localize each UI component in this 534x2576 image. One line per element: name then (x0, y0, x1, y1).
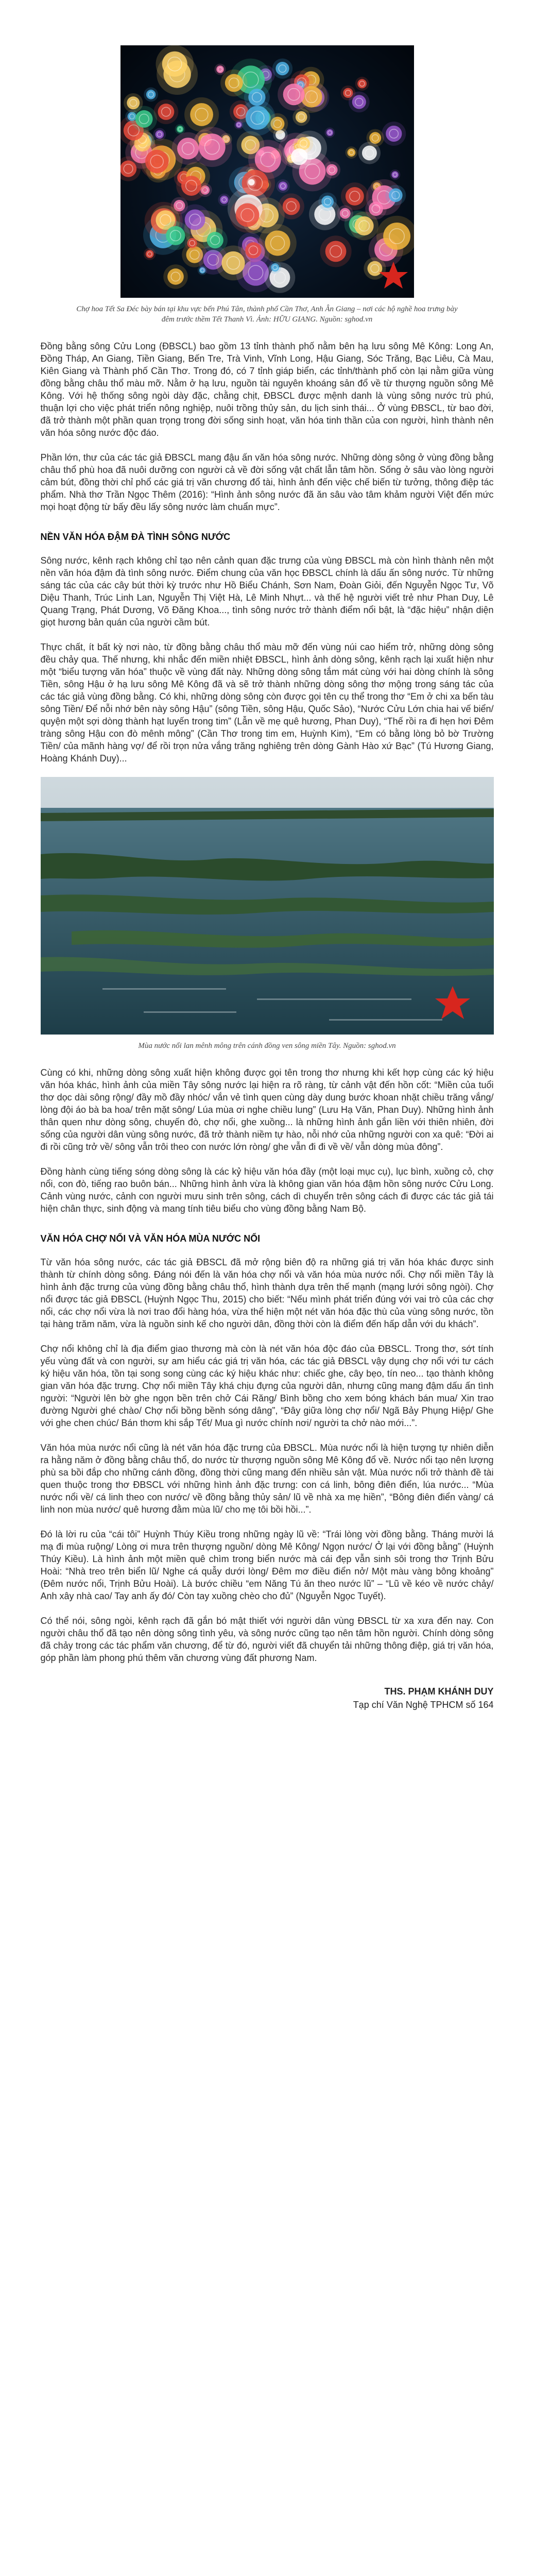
lantern (389, 170, 400, 180)
lantern (320, 235, 351, 267)
lantern (276, 179, 289, 193)
paragraph-d1: Từ văn hóa sông nước, các tác giả ĐBSCL đã mở rộng biên độ ra những giá trị văn hóa khác được sinh thành từ chính dòng sông. Đáng nói đến là văn hóa chợ nổi và văn hóa mùa nước nổi. Chợ nổi miền Tây là hình ảnh đặc trưng của vùng đồng bằng châu thổ, hình thành dựa trên thế mạnh (mạng lưới sông ngòi). Chợ nổi được tác giả ĐBSCL (Huỳnh Ngọc Thu, 2015) cho biết: “Nếu mình phát triển đúng với vai trò của các chợ nổi, các chợ nổi vừa là nơi trao đổi hàng hóa, vừa thể hiện một nét văn hóa đặc thù của vùng sông nước, tồn tại hàng trăm năm, vừa là nguồn sinh kế cho người dân, đồng thời còn là điểm đến hấp dẫn với du khách”. (40, 1257, 494, 1329)
article-body-a (41, 340, 494, 765)
lantern (278, 193, 304, 219)
lantern (324, 127, 335, 138)
paragraph-a1: Đồng bằng sông Cửu Long (ĐBSCL) bao gồm 13 tỉnh thành phố nằm bên hạ lưu sông Mê Kông: Long An, Đồng Tháp, An Giang, Tiền Giang, Bến Tre, Trà Vinh, Vĩnh Long, Hậu Giang, Sóc Trăng, Bạc Liêu, Cà Mau, Kiên Giang và Thành phố Cần Thơ. Trong đó, có 7 tỉnh giáp biển, các tỉnh/thành phố còn lại nằm giữa vùng đồng bằng châu thổ màu mỡ. Nằm ở hạ lưu, nguồn tài nguyên khoáng sản đổ về từ thượng nguồn sông Mê Kông. Với hệ thống sông ngòi dày đặc, chằng chịt, ĐBSCL được mệnh danh là vùng sông nước trù phú, thuận lợi cho việc phát triển nông nghiệp, nuôi trồng thủy sản, du lịch sinh thái... Ở vùng ĐBSCL, từ bao đời, đã trở thành một phần quan trọng trong đời sống sinh hoạt, văn hóa tinh thần của con người, hình thành nên văn hóa sông nước độc đáo. (40, 341, 494, 438)
lantern (144, 88, 158, 102)
lantern (337, 205, 353, 221)
lantern (358, 142, 380, 164)
lantern (202, 228, 227, 252)
article-body-b (41, 1066, 494, 1664)
lantern (220, 70, 247, 96)
author-name: THS. PHẠM KHÁNH DUY (384, 1686, 494, 1697)
lantern (156, 45, 194, 83)
lantern (139, 144, 174, 179)
middle-photo (41, 777, 494, 1035)
paragraph-d3: Văn hóa mùa nước nổi cũng là nét văn hóa đặc trưng của ĐBSCL. Mùa nước nổi là hiện tượng tự nhiên diễn ra hằng năm ở đồng bằng châu thổ, do nước từ thượng nguồn sông Mê Kông đổ về. Nước nổi tạo nên lượng phù sa bồi đắp cho những cánh đồng, đồng thời cũng mang đến nhiều sản vật. Mùa nước nổi trở thành đề tài quen thuộc trong thơ ĐBSCL với những hình ảnh đặc trưng: con cá linh, bông điên điển, lúa nước... “Mùa nước nổi về/ cá linh theo con nước/ về đồng bằng thủy sản/ lũ về nhà xa mẹ hiền”, “Bông điên điển vàng/ cá linh non mùa nước/ quê hương đằm mùa lũ/ cho mẹ tôi bồi hồi...”. (40, 1443, 494, 1515)
lantern (272, 58, 292, 78)
lantern (385, 185, 406, 206)
paragraph-a2: Phần lớn, thư của các tác giả ĐBSCL mang đậu ấn văn hóa sông nước. Những dòng sông ở vùng đồng bằng châu thổ phù hoa đã nuôi dưỡng con người cả về đời sống vật chất lẫn tâm hồn. Sống ở sâu vào lòng người cảm bút, đồng thời chỉ phổ các giá trị văn chương đổ tài, hình ảnh đến việc chế biến từ tưởng, thông điệp tác phẩm. Nhà thơ Trần Ngọc Thêm (2016): “Hình ảnh sông nước đã ăn sâu vào tâm khảm người Việt đến mức mọi hoạt động từ bấy đều lấy sông nước làm chuẩn mực”. (40, 452, 494, 512)
lantern (365, 198, 387, 219)
closing-paragraph: Có thể nói, sông ngòi, kênh rạch đã gắn bó mật thiết với người dân vùng ĐBSCL từ xa xưa đến nay. Con người châu thổ đã tạo nên dòng sông tình yêu, và sông nước cũng tạo nên tâm hồn người. Chính dòng sông đã chảy trong các tác phẩm văn chương, để từ đó, người viết đã chuyển tải những thông điệp, giá trị văn hóa, góp phần làm phong phú thêm văn chương vùng đất phương Nam. (40, 1616, 494, 1663)
paragraph-b1: Sông nước, kênh rạch không chỉ tạo nên cảnh quan đặc trưng của vùng ĐBSCL mà còn hình thành nên một nền văn hóa đậm đà tình sông nước. Điểm chung của văn học ĐBSCL chính là dấu ấn sông nước. Từ những sáng tác của các cây bút thời kỳ trước như Hồ Biểu Chánh, Sơn Nam, Đoàn Giỏi, đến Nguyễn Ngọc Tư, Võ Diệu Thanh, Trúc Linh Lan, Nguyễn Thị Việt Hà, Lê Minh Nhựt... và thế hệ người viết trẻ như Phan Duy, Lê Quang Trạng, Phát Dương, Võ Đăng Khoa..., tình sông nước trở thành điểm nổi bật, là “đặc hiệu” nhận diện giọt hương bản quán của người cầm bút. (40, 555, 494, 628)
flood-photo-graphic (41, 777, 494, 1035)
lantern (269, 261, 281, 274)
lantern (287, 144, 312, 169)
lantern (230, 197, 265, 233)
lantern (234, 120, 243, 129)
middle-photo-caption: Mùa nước nổi lan mênh mông trên cánh đồng ven sông miền Tây. Nguồn: sghod.vn (138, 1042, 396, 1050)
lantern (345, 146, 357, 159)
lantern (241, 238, 265, 262)
lantern (239, 100, 275, 136)
lantern (153, 128, 166, 141)
paragraph-d4: Đó là lời ru của “cái tôi” Huỳnh Thúy Kiều trong những ngày lũ về: “Trái lòng vời đồng bằng. Tháng mười lá mạ đi mùa ruộng/ Lòng ơi mưa trên thượng nguồn/ dòng Mê Kông/ Ngọn nước/ Ở lại với đồng bằng” (Huỳnh Thúy Kiều). Là hình ảnh một miền quê chìm trong biển nước mà cái đẹp vẫn sinh sôi trong thơ Trịnh Bửu Hoài: “Nhà treo trên biển lũ/ Nghe cá quẫy dưới lòng/ Đêm mơ điều điển nở/ Một màu vàng bông khoảng” (Đêm nước nổi, Trịnh Bửu Hoài). Là bước chiều “em Năng Tú ăn theo nước lũ” – “Lũ về kéo về nước chảy/ Anh xây nhà cao/ Tay anh ấy đó/ Còn tay xuồng chèo cho đủ” (Nguyễn Ngọc Tuyết). (40, 1529, 494, 1601)
paragraph-c1: Cùng có khi, những dòng sông xuất hiện không được gọi tên trong thơ nhưng khi kết hợp cùng các ký hiệu văn hóa khác, hình ảnh của miền Tây sông nước lại hiện ra rõ ràng, từ cảnh vật đến hồn cốt: “Miền của tuổi thơ dọc dài sông rộng/ đầy mồ đầy nhóc/ vắn vẻ tình quen cùng dày dung bước khoan nhặt chiều trăng vắng/ lòng đội áo bà ba hoa/ trên mặt sông/ Lúa mùa ơi nghe chiều lung” (Lưu Hạ Văn, Phan Duy). Những hình ảnh thân quen như dòng sông, chuyến đò, chợ nổi, ghe xuồng... là những hình ảnh gắn liền với thiên nhiên, đời sống của người dân vùng sông nước, đã trở thành niềm tự hào, nỗi nhớ của những người con xa quê: “Đời ai đi rồi cũng trở về/ sông vẫn trôi theo con nước lớn ròng/ ghe vẫn đi đi về về/ vẫn dòng mùa đông”. (40, 1067, 494, 1152)
author-signature (41, 1685, 494, 1711)
lantern (382, 122, 406, 146)
lantern (348, 92, 369, 113)
lantern (192, 127, 232, 167)
lantern (218, 194, 230, 206)
lantern (175, 124, 185, 134)
top-caption-line1: Chợ hoa Tết Sa Đéc bày bán tại khu vực bến Phú Tân, thành phố Cần Thơ, Anh Ân Giang – nơi các hộ nghề hoa trưng bày (76, 305, 458, 313)
paragraph-c2: Đồng hành cùng tiếng sóng dòng sông là các kỷ hiệu văn hóa đầy (một loại mục cụ), lục bình, xuồng cỏ, chợ nổi, con đò, tiếng rao buôn bán... Những hình ảnh vừa là không gian văn hóa đậm hồn sông nước Cửu Long. Cảnh vùng nước, cảnh con người mưu sinh trên sông, cách dì chuyển trên sông cách đi được các tác giả tái hiện chân thực, sinh động và mang tính tiêu biểu cho vùng đồng bằng Nam Bộ. (40, 1166, 494, 1214)
lantern (153, 99, 178, 124)
paragraph-d2: Chợ nổi không chỉ là địa điểm giao thương mà còn là nét văn hóa độc đáo của ĐBSCL. Trong thơ, sớt tính yếu vùng đất và con người, sự am hiểu các giá trị văn hóa, các tác giả ĐBSCL vậy dụng chợ nổi với tư cách ký hiệu văn hóa, tồn tại song song cùng các ký hiệu khác như: chiếc ghe, cây bẹo, tín neo... tạo thành không gian văn hóa đặc trưng. Chợ nổi miền Tây khá chịu đựng của người dân, nhưng cũng mang đậm dấu ấn tình người: “Người lên bờ ghe ngọn bền trên chở Cái Răng/ Bình bồng cho xem bóng khách bán mua/ Xin trao đường Người ghé chào/ Chợ nổi bồng bềnh sóng dâng”, “Đây giữa lòng chợ nổi/ Ngã Bảy Phụng Hiệp/ Ghe với ghe chen chúc/ Bán thơm khi sắp Tết/ Mua gì nước chính nơi/ người ta chở nào mới...”. (40, 1344, 494, 1428)
lantern (176, 171, 206, 200)
author-source: Tạp chí Văn Nghệ TPHCM số 164 (353, 1700, 494, 1710)
lantern (163, 264, 187, 289)
top-photo (120, 45, 414, 298)
section-heading-2: VĂN HÓA CHỢ NỔI VÀ VĂN HÓA MÙA NƯỚC NỔI (40, 1233, 261, 1244)
lantern (179, 205, 210, 235)
lantern (364, 258, 386, 280)
lantern-photo-graphic (120, 45, 414, 298)
section-heading-1: NỀN VĂN HÓA ĐẬM ĐÀ TÌNH SÔNG NƯỚC (40, 532, 231, 542)
lantern (318, 193, 337, 211)
lantern (124, 93, 143, 112)
lantern (246, 177, 256, 187)
lantern (355, 77, 369, 91)
lantern (143, 248, 155, 260)
top-photo-caption (72, 304, 463, 325)
lantern (184, 97, 219, 132)
paragraph-b2: Thực chất, ít bất kỳ nơi nào, từ đồng bằng châu thổ màu mỡ đến vùng núi cao hiểm trở, những dòng sông đều chảy qua. Thế nhưng, khi nhắc đến miền nhiệt ĐBSCL, hình ảnh dòng sông, kênh rạch lại xuất hiện như một “biểu tượng văn hóa” thuộc về vùng đất này. Những dòng sông tắm mát cùng với hai dòng chính là sông Tiền, sông Hậu ở hạ lưu sông Mê Kông đã và sẽ trở thành những dòng sông thơ mộng trong sáng tác của các tác giả vùng đồng bằng. Có khi, những dòng sông còn được gọi tên cụ thể trong thơ “Em ở chi xa bến tàu sông Tiền/ Để nỗi nhớ bên này sông Hậu” (sông Tiền, sông Hậu, Quốc Sảo), “Nước Cửu Lớn chia hai vế biển/ quyện một sợi dòng thành hạt luyến trong tim” (Lẫn về mẹ quê hương, Phan Duy), “Thế rồi ra đi hẹn hơi Đêm tràng sông Hậu con đò mênh mông” (Cần Thơ trong tim em, Huỳnh Kim), “Em có bằng lòng bỏ bờ Trường Tiền/ của mãnh hàng vợ/ để rồi trọn nửa vắng trăng nghiêng trên dòng Gành Hào xứ Bạc” (Tú Hương Giang, Hoàng Khánh Duy)... (40, 642, 494, 764)
lantern (278, 78, 310, 111)
lantern (323, 161, 340, 178)
top-caption-line2: đêm trước thềm Tết Thanh Vì. Ảnh: HỮU GIANG. Nguồn: sghod.vn (161, 315, 373, 324)
lantern (214, 64, 226, 75)
lantern (292, 108, 310, 126)
